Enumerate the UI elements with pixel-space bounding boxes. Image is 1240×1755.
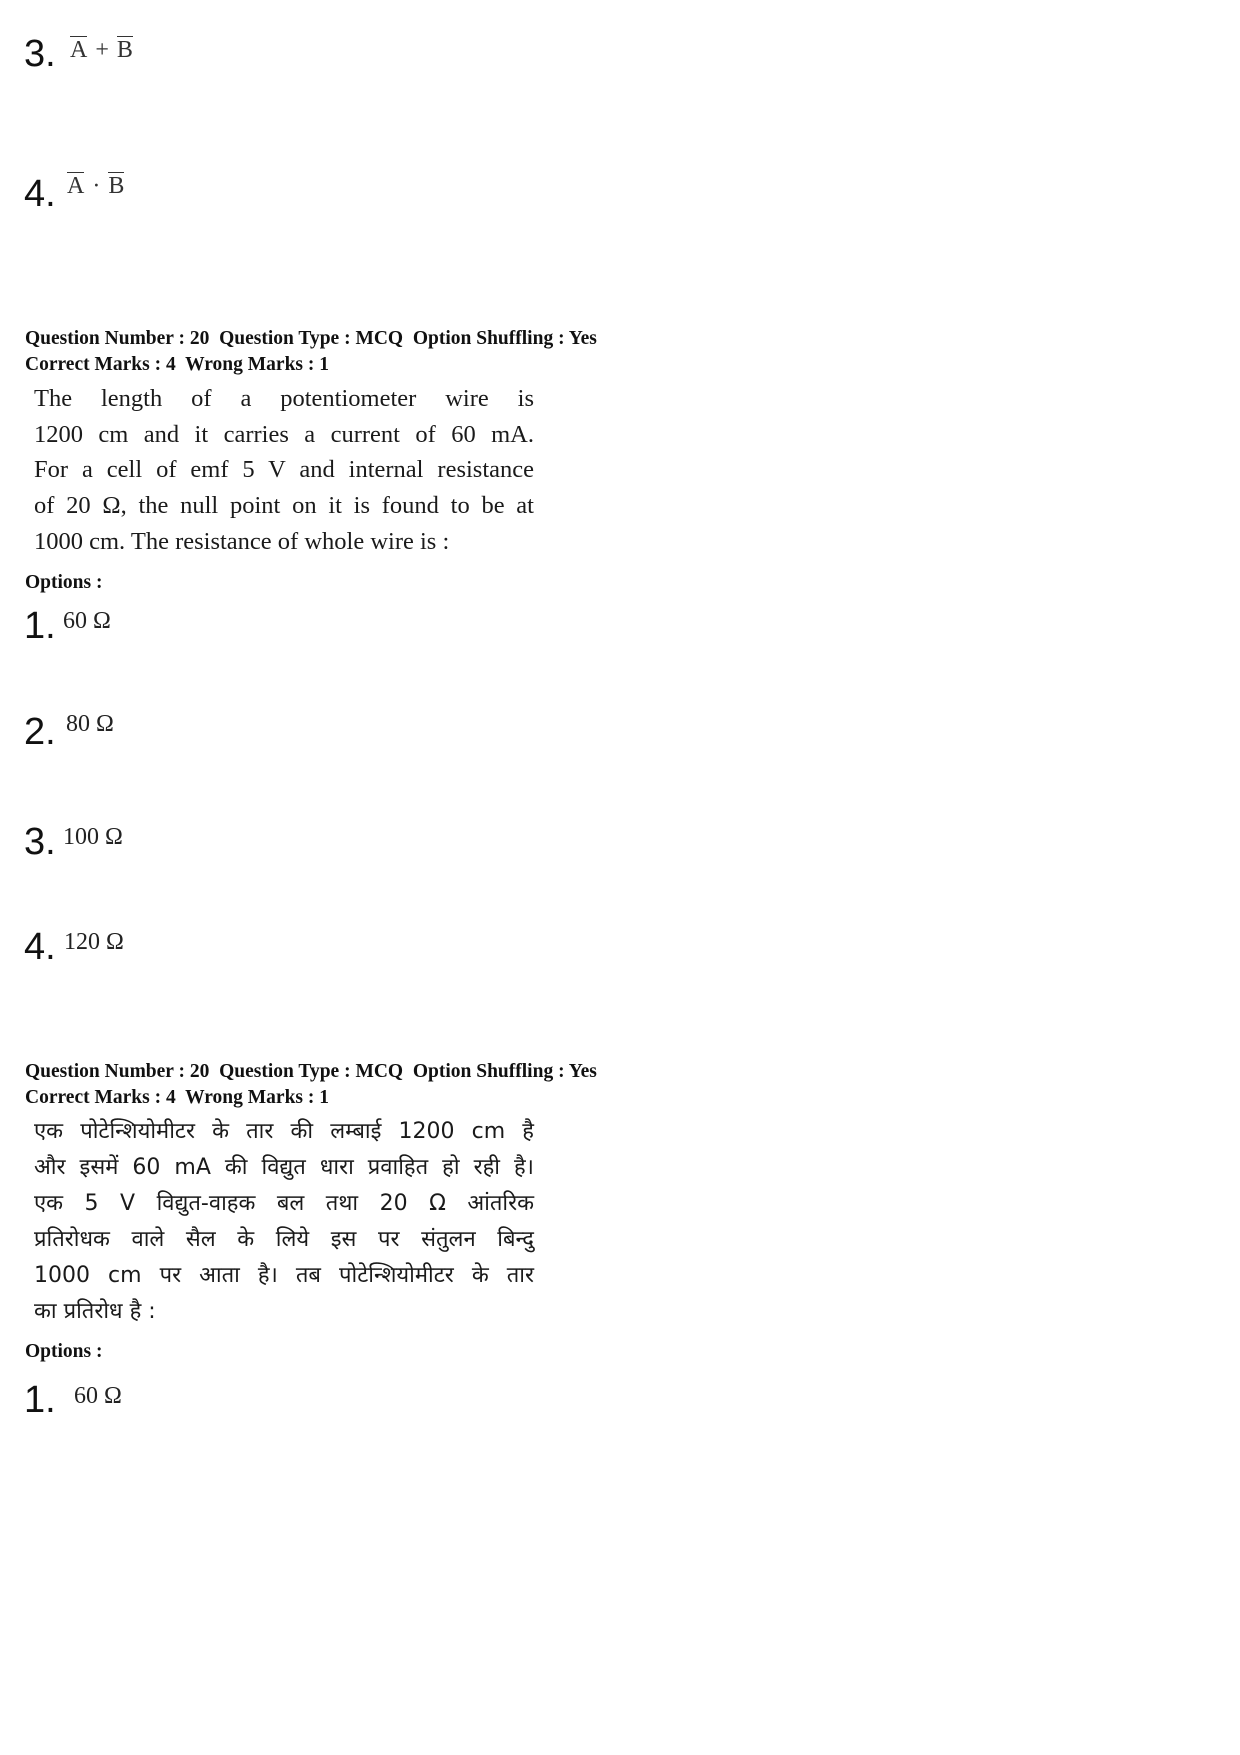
overbar-variable: B	[116, 37, 133, 63]
question-line: का प्रतिरोध है :	[34, 1299, 156, 1324]
operator: ·	[92, 173, 101, 199]
overbar-variable: A	[67, 173, 85, 199]
question-line: of 20 Ω, the null point on it is found to be at	[34, 492, 534, 519]
option-value: 120 Ω	[64, 929, 124, 955]
question-line: एक पोटेन्शियोमीटर के तार की लम्बाई 1200 cm है	[34, 1119, 534, 1144]
question-line: The length of a potentiometer wire is	[34, 385, 534, 412]
option-number: 4.	[24, 926, 56, 968]
boolean-expression	[67, 172, 124, 200]
question-line: एक 5 V विद्युत-वाहक बल तथा 20 Ω आंतरिक	[34, 1191, 534, 1216]
option-number: 3.	[24, 33, 56, 75]
boolean-expression	[70, 36, 133, 64]
question-meta: Question Number : 20 Question Type : MCQ Option Shuffling : Yes	[25, 1061, 597, 1082]
option-number: 1.	[24, 605, 56, 647]
marks-meta: Correct Marks : 4 Wrong Marks : 1	[25, 1087, 330, 1108]
question-line: 1000 cm पर आता है। तब पोटेन्शियोमीटर के तार	[34, 1263, 534, 1288]
option-number: 2.	[24, 711, 56, 753]
option-number: 3.	[24, 821, 56, 863]
question-line: 1200 cm and it carries a current of 60 mA.	[34, 421, 534, 448]
question-line: प्रतिरोधक वाले सैल के लिये इस पर संतुलन बिन्दु	[34, 1227, 534, 1252]
options-label: Options :	[25, 572, 103, 593]
overbar-variable: B	[108, 173, 125, 199]
options-label: Options :	[25, 1341, 103, 1362]
overbar-variable: A	[70, 37, 88, 63]
option-value: 60 Ω	[74, 1383, 122, 1409]
option-value: 60 Ω	[63, 608, 111, 634]
marks-meta: Correct Marks : 4 Wrong Marks : 1	[25, 354, 330, 375]
option-value: 80 Ω	[66, 711, 114, 737]
option-value: 100 Ω	[63, 824, 123, 850]
question-meta: Question Number : 20 Question Type : MCQ Option Shuffling : Yes	[25, 328, 597, 349]
question-line: 1000 cm. The resistance of whole wire is :	[34, 528, 450, 555]
question-line: और इसमें 60 mA की विद्युत धारा प्रवाहित हो रही है।	[34, 1155, 534, 1180]
option-number: 1.	[24, 1379, 56, 1421]
option-number: 4.	[24, 173, 56, 215]
question-line: For a cell of emf 5 V and internal resistance	[34, 456, 534, 483]
operator: +	[95, 37, 109, 63]
